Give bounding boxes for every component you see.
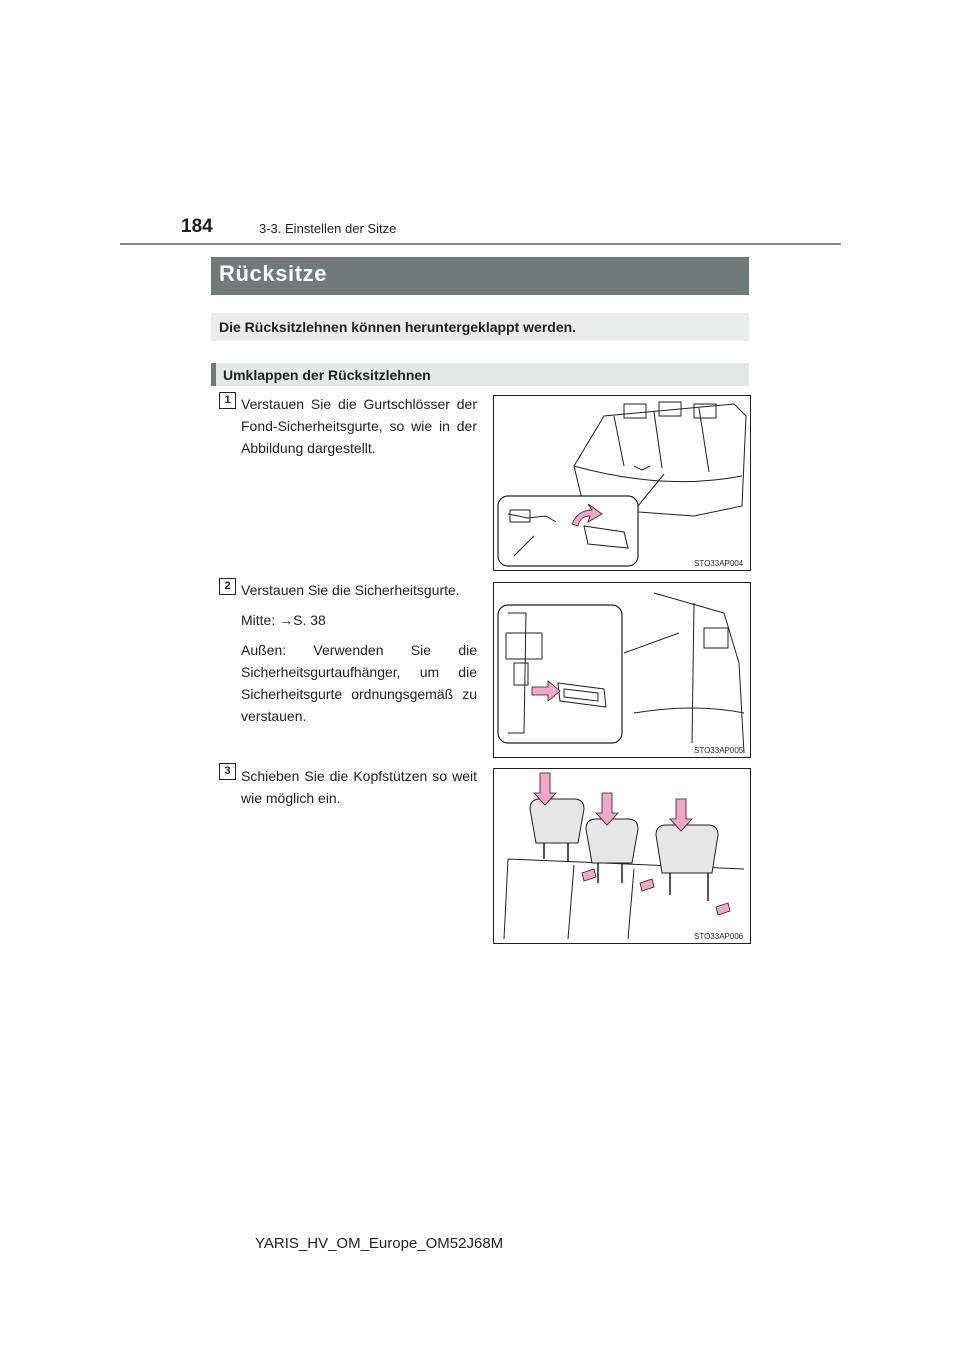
side-arrow-icon [716, 903, 730, 915]
document-footer: YARIS_HV_OM_Europe_OM52J68M [255, 1235, 504, 1252]
section-title-bar [211, 257, 749, 295]
step-3-text [241, 765, 477, 817]
step-number-3: 3 [219, 763, 236, 780]
step-number-1: 1 [219, 392, 236, 409]
intro-text: Die Rücksitzlehnen können heruntergeklappt werden. [219, 319, 577, 335]
step-2-text [241, 579, 477, 735]
step-2-paragraph-2: Mitte: →S. 38 [241, 612, 326, 628]
side-arrow-icon [640, 879, 654, 891]
subheading-bar [211, 363, 749, 386]
figure-belt-hanger [493, 582, 751, 758]
step-1-text [241, 393, 477, 467]
figure-headrests [493, 768, 751, 944]
step-1-paragraph: Verstauen Sie die Gurtschlösser der Fond-Sicherheitsgurte, so wie in der Abbildung dargestellt. [241, 396, 477, 456]
step-2-paragraph-3: Außen: Verwenden Sie die Sicherheitsgurtaufhänger, um die Sicherheitsgurte ordnungsgemäß zu verstauen. [241, 642, 477, 724]
figure-3-code: STO33AP006 [694, 932, 744, 941]
section-reference: 3-3. Einstellen der Sitze [259, 221, 397, 236]
figure-seat-buckles [493, 395, 751, 571]
subheading-accent [211, 363, 216, 386]
step-2-paragraph-1: Verstauen Sie die Sicherheitsgurte. [241, 582, 460, 598]
intro-box [211, 313, 749, 341]
step-number-2: 2 [219, 578, 236, 595]
side-arrow-icon [582, 869, 596, 881]
figure-1-code: STO33AP004 [694, 559, 744, 568]
section-title: Rücksitze [219, 261, 328, 286]
step-3-paragraph: Schieben Sie die Kopfstützen so weit wie möglich ein. [241, 768, 477, 806]
headrests-illustration [494, 769, 750, 943]
figure-2-code: STO33AP005 [694, 746, 744, 755]
header-divider [120, 243, 841, 245]
rear-seat-illustration [494, 396, 750, 570]
page-number: 184 [181, 216, 213, 237]
subheading-text: Umklappen der Rücksitzlehnen [223, 367, 431, 383]
belt-hanger-illustration [494, 583, 750, 757]
